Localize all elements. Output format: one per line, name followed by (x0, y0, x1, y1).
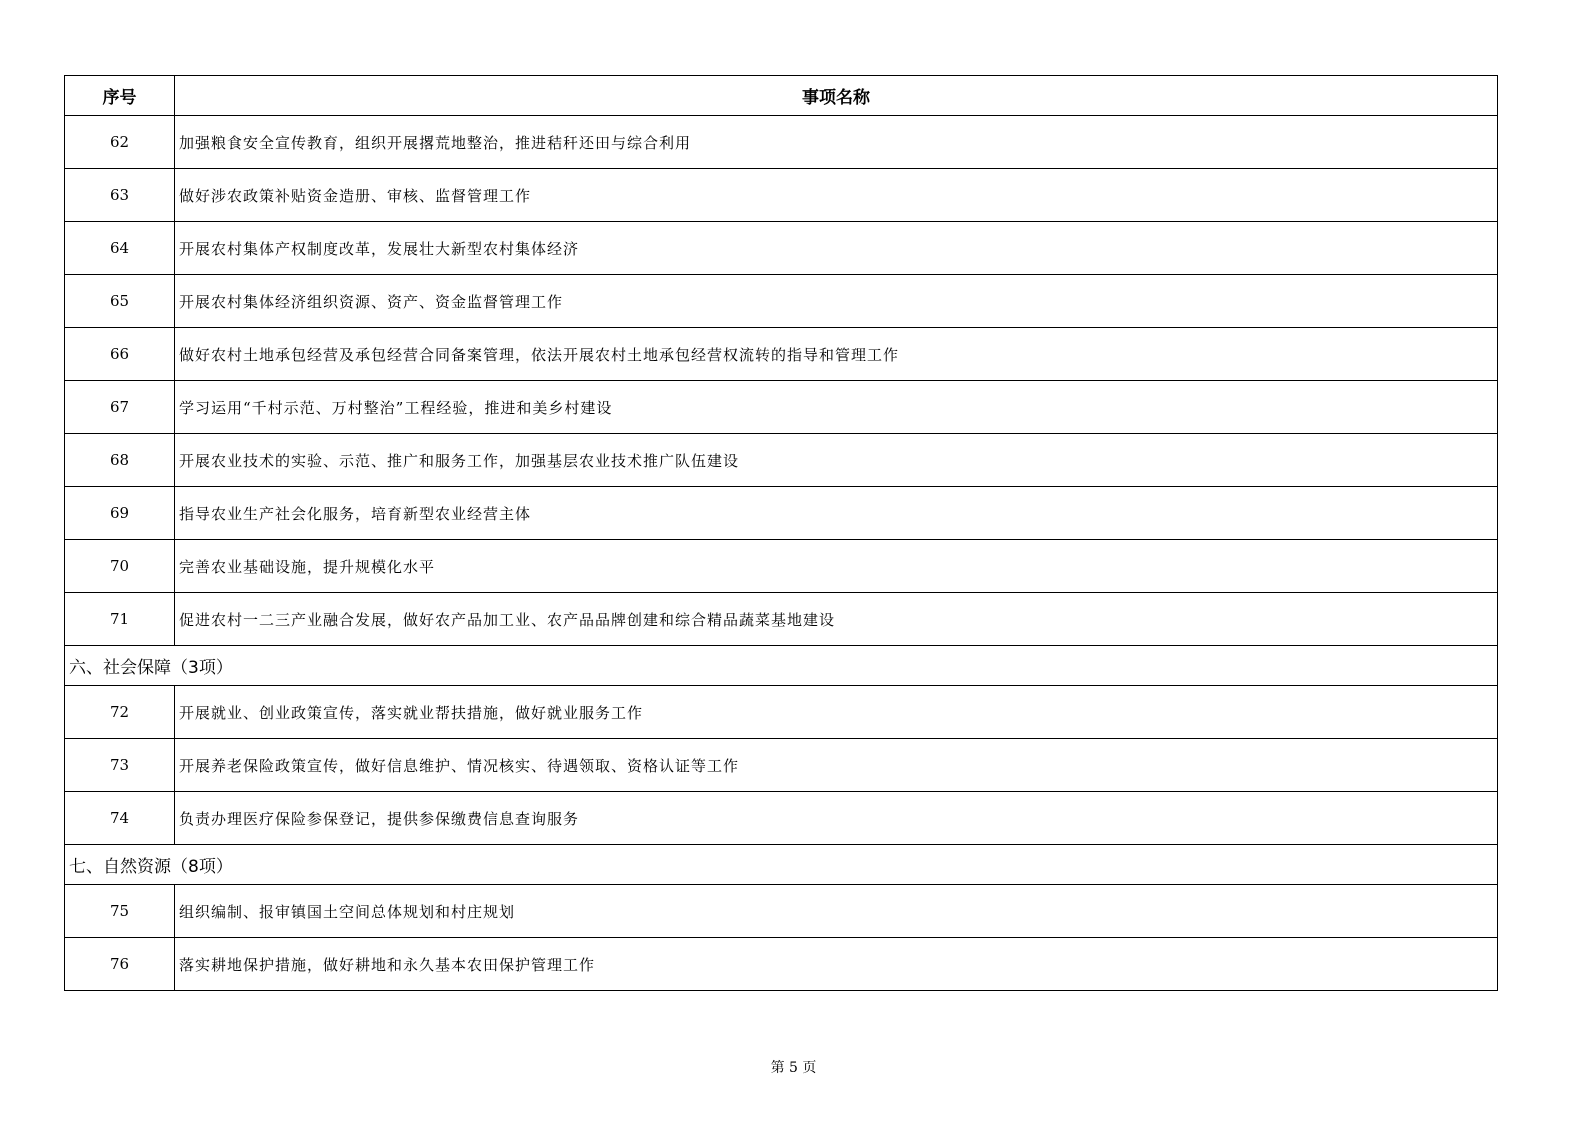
table-row (65, 885, 1498, 938)
table-row (65, 792, 1498, 845)
section-row-natural-resources (65, 845, 1498, 885)
table-header (65, 76, 1498, 116)
row-name: 开展就业、创业政策宣传，落实就业帮扶措施，做好就业服务工作 (175, 686, 1498, 739)
row-name: 指导农业生产社会化服务，培育新型农业经营主体 (175, 487, 1498, 540)
row-name: 开展农村集体产权制度改革，发展壮大新型农村集体经济 (175, 222, 1498, 275)
table-row (65, 938, 1498, 991)
table-row (65, 169, 1498, 222)
row-name: 学习运用“千村示范、万村整治”工程经验，推进和美乡村建设 (175, 381, 1498, 434)
section-title: 七、自然资源（8项） (65, 845, 1498, 885)
table-row (65, 116, 1498, 169)
table-row (65, 739, 1498, 792)
row-name: 开展农村集体经济组织资源、资产、资金监督管理工作 (175, 275, 1498, 328)
row-number: 76 (65, 938, 175, 991)
row-name: 组织编制、报审镇国土空间总体规划和村庄规划 (175, 885, 1498, 938)
row-number: 66 (65, 328, 175, 381)
row-name: 开展农业技术的实验、示范、推广和服务工作，加强基层农业技术推广队伍建设 (175, 434, 1498, 487)
row-name: 完善农业基础设施，提升规模化水平 (175, 540, 1498, 593)
table-row (65, 434, 1498, 487)
row-number: 74 (65, 792, 175, 845)
row-number: 68 (65, 434, 175, 487)
table-row (65, 381, 1498, 434)
items-table (64, 75, 1498, 991)
row-number: 70 (65, 540, 175, 593)
row-number: 62 (65, 116, 175, 169)
row-number: 75 (65, 885, 175, 938)
row-number: 71 (65, 593, 175, 646)
row-number: 63 (65, 169, 175, 222)
table-row (65, 222, 1498, 275)
row-name: 负责办理医疗保险参保登记，提供参保缴费信息查询服务 (175, 792, 1498, 845)
table-row (65, 540, 1498, 593)
row-name: 做好农村土地承包经营及承包经营合同备案管理，依法开展农村土地承包经营权流转的指导和管理工作 (175, 328, 1498, 381)
section-title: 六、社会保障（3项） (65, 646, 1498, 686)
row-name: 开展养老保险政策宣传，做好信息维护、情况核实、待遇领取、资格认证等工作 (175, 739, 1498, 792)
row-number: 72 (65, 686, 175, 739)
row-number: 65 (65, 275, 175, 328)
page-number: 第 5 页 (770, 1060, 817, 1076)
row-number: 64 (65, 222, 175, 275)
table-row (65, 686, 1498, 739)
row-name: 做好涉农政策补贴资金造册、审核、监督管理工作 (175, 169, 1498, 222)
section-row-social-security (65, 646, 1498, 686)
row-name: 促进农村一二三产业融合发展，做好农产品加工业、农产品品牌创建和综合精品蔬菜基地建设 (175, 593, 1498, 646)
row-number: 67 (65, 381, 175, 434)
table-row (65, 328, 1498, 381)
row-number: 69 (65, 487, 175, 540)
row-name: 落实耕地保护措施，做好耕地和永久基本农田保护管理工作 (175, 938, 1498, 991)
header-name: 事项名称 (175, 76, 1498, 116)
table-row (65, 593, 1498, 646)
row-name: 加强粮食安全宣传教育，组织开展撂荒地整治，推进秸秆还田与综合利用 (175, 116, 1498, 169)
table-row (65, 275, 1498, 328)
header-number: 序号 (65, 76, 175, 116)
table-row (65, 487, 1498, 540)
row-number: 73 (65, 739, 175, 792)
